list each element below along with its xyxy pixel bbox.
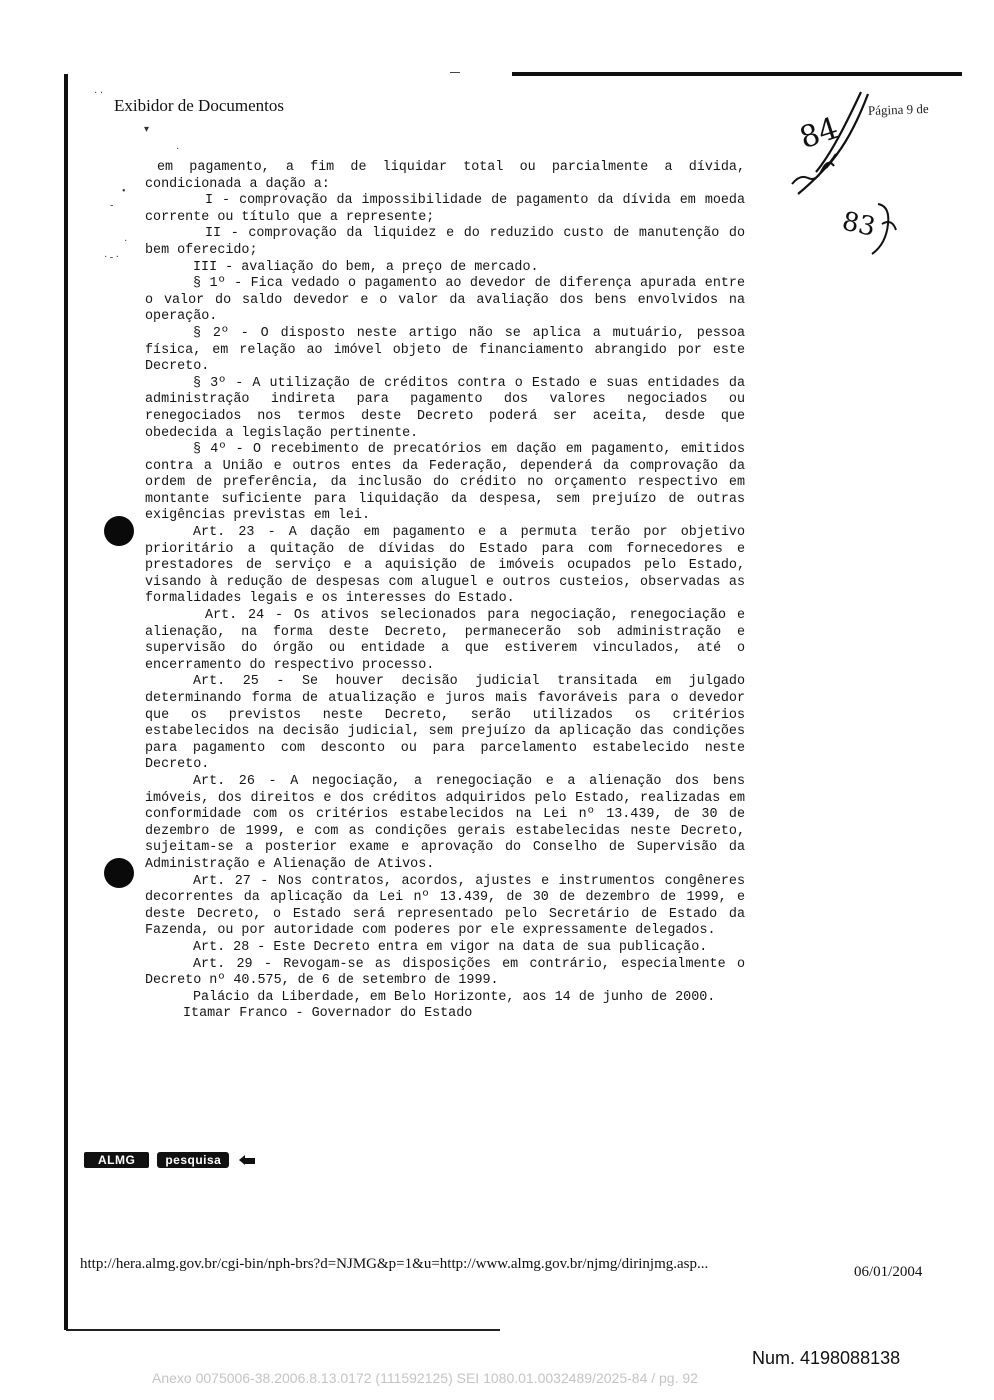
- signature-line: Itamar Franco - Governador do Estado: [183, 1006, 473, 1022]
- page-title: Exibidor de Documentos: [114, 96, 284, 115]
- decree-paragraph: § 2º - O disposto neste artigo não se aplica a mutuário, pessoa física, em relação ao imóvel objeto de financiamento abrangido por este Decreto.: [145, 325, 745, 375]
- decree-paragraph: Art. 26 - A negociação, a renegociação e a alienação dos bens imóveis, dos direitos e dos créditos adquiridos pelo Estado, realizadas em conformidade com os critérios estabelecidos na Lei nº 13.439, de 30 de dezembro de 1999, e com as condições gerais estabelecidas neste Decreto, sujeitam-se a posterior exame e aprovação do Conselho de Supervisão da Administração e Alienação de Ativos.: [145, 773, 745, 872]
- decree-paragraph: Art. 27 - Nos contratos, acordos, ajustes e instrumentos congêneres decorrentes da aplicação da Lei nº 13.439, de 30 de dezembro de 1999, e deste Decreto, o Estado será representado pelo Secretário de Estado da Fazenda, ou por autoridade com poderes por ele expressamente delegados.: [145, 873, 745, 939]
- decree-paragraph: § 4º - O recebimento de precatórios em dação em pagamento, emitidos contra a União e outros entes da Federação, dependerá da comprovação da ordem de preferência, da inclusão do crédito no orçamento respectivo em montante suficiente para liquidação da despesa, sem prejuízo de outras exigências previstas em lei.: [145, 442, 745, 524]
- print-date: 06/01/2004: [854, 1264, 923, 1280]
- pesquisa-button[interactable]: pesquisa: [157, 1152, 229, 1168]
- scan-left-border: [64, 74, 68, 1330]
- page-url: http://hera.almg.gov.br/cgi-bin/nph-brs?d=NJMG&p=1&u=http://www.almg.gov.br/njmg/dirinjmg.asp...: [80, 1256, 709, 1272]
- decree-paragraph: Art. 23 - A dação em pagamento e a permuta terão por objetivo prioritário a quitação de dívidas do Estado para com fornecedores e prestadores de serviço e a aquisição de imóveis ocupados pelo Estado, visando à redução de despesas com aluguel e outros custeios, observadas as formalidades legais e os interesses do Estado.: [145, 525, 745, 607]
- scan-speck: · ·: [94, 88, 104, 99]
- handwritten-annotation: [786, 84, 966, 284]
- page-indicator: Página 9 de: [867, 100, 929, 119]
- scan-top-mark: [450, 72, 460, 73]
- decree-paragraph: Art. 25 - Se houver decisão judicial transitada em julgado determinando forma de atualização e juros mais favoráveis para o devedor que os previstos neste Decreto, serão utilizados os critérios estabelecidos na decisão judicial, sem prejuízo da aplicação das condições para pagamento com desconto ou para parcelamento estabelecido neste Decreto.: [145, 674, 745, 773]
- scan-speck: · - ·: [104, 252, 119, 263]
- punch-hole: [104, 516, 134, 546]
- handwritten-mark-top: 84: [795, 110, 843, 157]
- decree-paragraph: em pagamento, a fim de liquidar total ou parcialmente a dívida, condicionada a dação a:: [145, 160, 745, 192]
- decree-paragraph: II - comprovação da liquidez e do reduzido custo de manutenção do bem oferecido;: [145, 226, 745, 258]
- decree-text: [145, 160, 745, 1023]
- scan-bottom-border: [66, 1329, 500, 1331]
- scan-speck: ▾: [144, 124, 150, 135]
- print-footer: [80, 1256, 940, 1280]
- scan-top-border: [512, 72, 962, 76]
- decree-paragraph: Art. 24 - Os ativos selecionados para negociação, renegociação e alienação, na forma deste Decreto, permanecerão sob administração e supervisão do órgão ou entidade a que estiverem vinculados, até o encerramento do respectivo processo.: [145, 608, 745, 673]
- decree-paragraph: III - avaliação do bem, a preço de mercado.: [193, 259, 539, 275]
- decree-paragraph: Art. 29 - Revogam-se as disposições em contrário, especialmente o Decreto nº 40.575, de 6 de setembro de 1999.: [145, 956, 745, 989]
- archive-reference: Anexo 0075006-38.2006.8.13.0172 (111592125) SEI 1080.01.0032489/2025-84 / pg. 92: [152, 1370, 698, 1386]
- back-hand-icon[interactable]: [237, 1153, 257, 1167]
- scan-speck: ·: [176, 144, 180, 155]
- decree-paragraph: I - comprovação da impossibilidade de pagamento da dívida em moeda corrente ou título que a represente;: [145, 193, 745, 225]
- document-number: Num. 4198088138: [752, 1348, 901, 1368]
- scan-speck: •: [122, 186, 126, 197]
- decree-paragraph: Palácio da Liberdade, em Belo Horizonte, aos 14 de junho de 2000.: [193, 989, 716, 1005]
- nav-buttons: [84, 1152, 257, 1168]
- almg-button[interactable]: ALMG: [84, 1152, 149, 1168]
- scan-speck: -: [110, 200, 114, 211]
- decree-paragraph: Art. 28 - Este Decreto entra em vigor na data de sua publicação.: [193, 939, 708, 955]
- decree-paragraph: § 1º - Fica vedado o pagamento ao devedor de diferença apurada entre o valor do saldo devedor e o valor da avaliação dos bens envolvidos na operação.: [145, 276, 745, 325]
- decree-paragraph: § 3º - A utilização de créditos contra o Estado e suas entidades da administração indireta para pagamento dos valores negociados ou renegociados nos termos deste Decreto poderá ser aceita, desde que obedecida a legislação pertinente.: [145, 375, 745, 441]
- scan-speck: ·: [124, 236, 128, 247]
- punch-hole: [104, 858, 134, 888]
- handwritten-mark-mid: 83: [839, 206, 878, 243]
